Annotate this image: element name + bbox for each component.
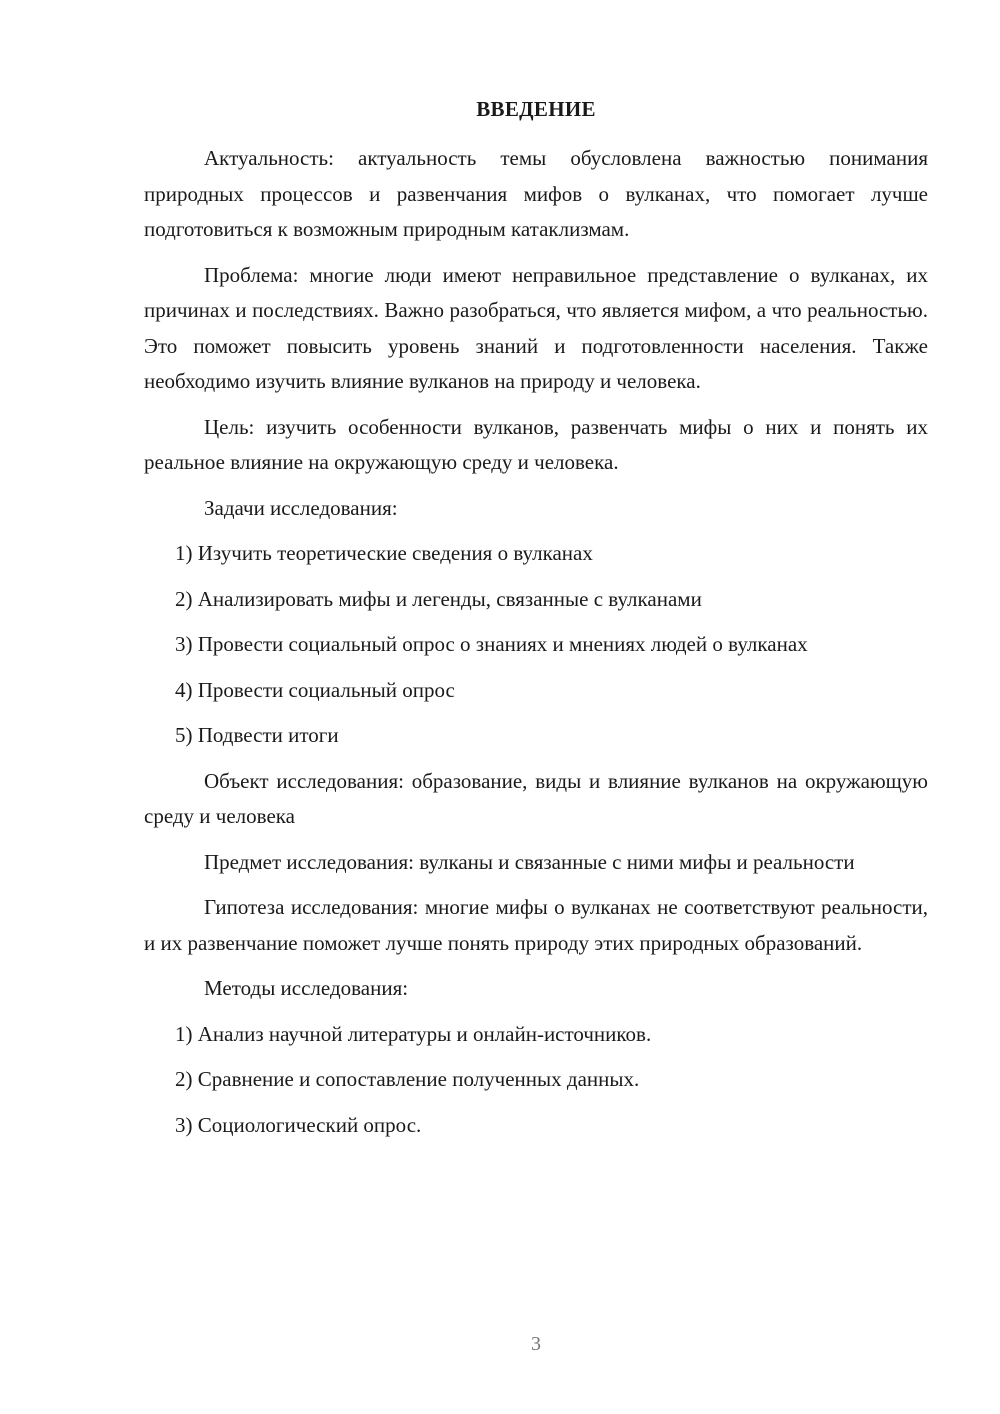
methods-heading: Методы исследования: (204, 976, 409, 1000)
method-item-1: 1) Анализ научной литературы и онлайн-источников. (175, 1021, 652, 1046)
body-text (144, 141, 928, 1153)
task-item-3: 3) Провести социальный опрос о знаниях и мнениях людей о вулканах (175, 632, 808, 656)
task-item-2: 2) Анализировать мифы и легенды, связанные с вулканами (175, 586, 702, 611)
goal-paragraph: Цель: изучить особенности вулканов, развенчать мифы о них и понять их реальное влияние на окружающую среду и человека. (144, 414, 928, 474)
task-item-4: 4) Провести социальный опрос (175, 677, 455, 702)
method-item-2: 2) Сравнение и сопоставление полученных данных. (175, 1067, 640, 1091)
task-item-1: 1) Изучить теоретические сведения о вулканах (175, 541, 593, 565)
hypothesis-paragraph: Гипотеза исследования: многие мифы о вулканах не соответствуют реальности, и их развенчание поможет лучше понять природу этих природных образований. (144, 895, 928, 955)
page-number: 3 (531, 1333, 541, 1355)
section-title: ВВЕДЕНИЕ (476, 97, 596, 121)
relevance-paragraph: Актуальность: актуальность темы обусловлена важностью понимания природных процессов и развенчания мифов о вулканах, что помогает лучше подготовиться к возможным природным катаклизмам. (144, 146, 928, 241)
tasks-heading: Задачи исследования: (204, 495, 398, 520)
task-item-5: 5) Подвести итоги (175, 723, 339, 747)
method-item-3: 3) Социологический опрос. (175, 1112, 422, 1137)
subject-paragraph: Предмет исследования: вулканы и связанные с ними мифы и реальности (204, 849, 855, 874)
problem-paragraph: Проблема: многие люди имеют неправильное представление о вулканах, их причинах и последствиях. Важно разобраться, что является мифом, а что реальностью. Это поможет повысить уровень знаний и подготовленности населения. Также необходимо изучить влияние вулканов на природу и человека. (144, 262, 928, 393)
object-paragraph: Объект исследования: образование, виды и влияние вулканов на окружающую среду и человека (144, 768, 928, 828)
